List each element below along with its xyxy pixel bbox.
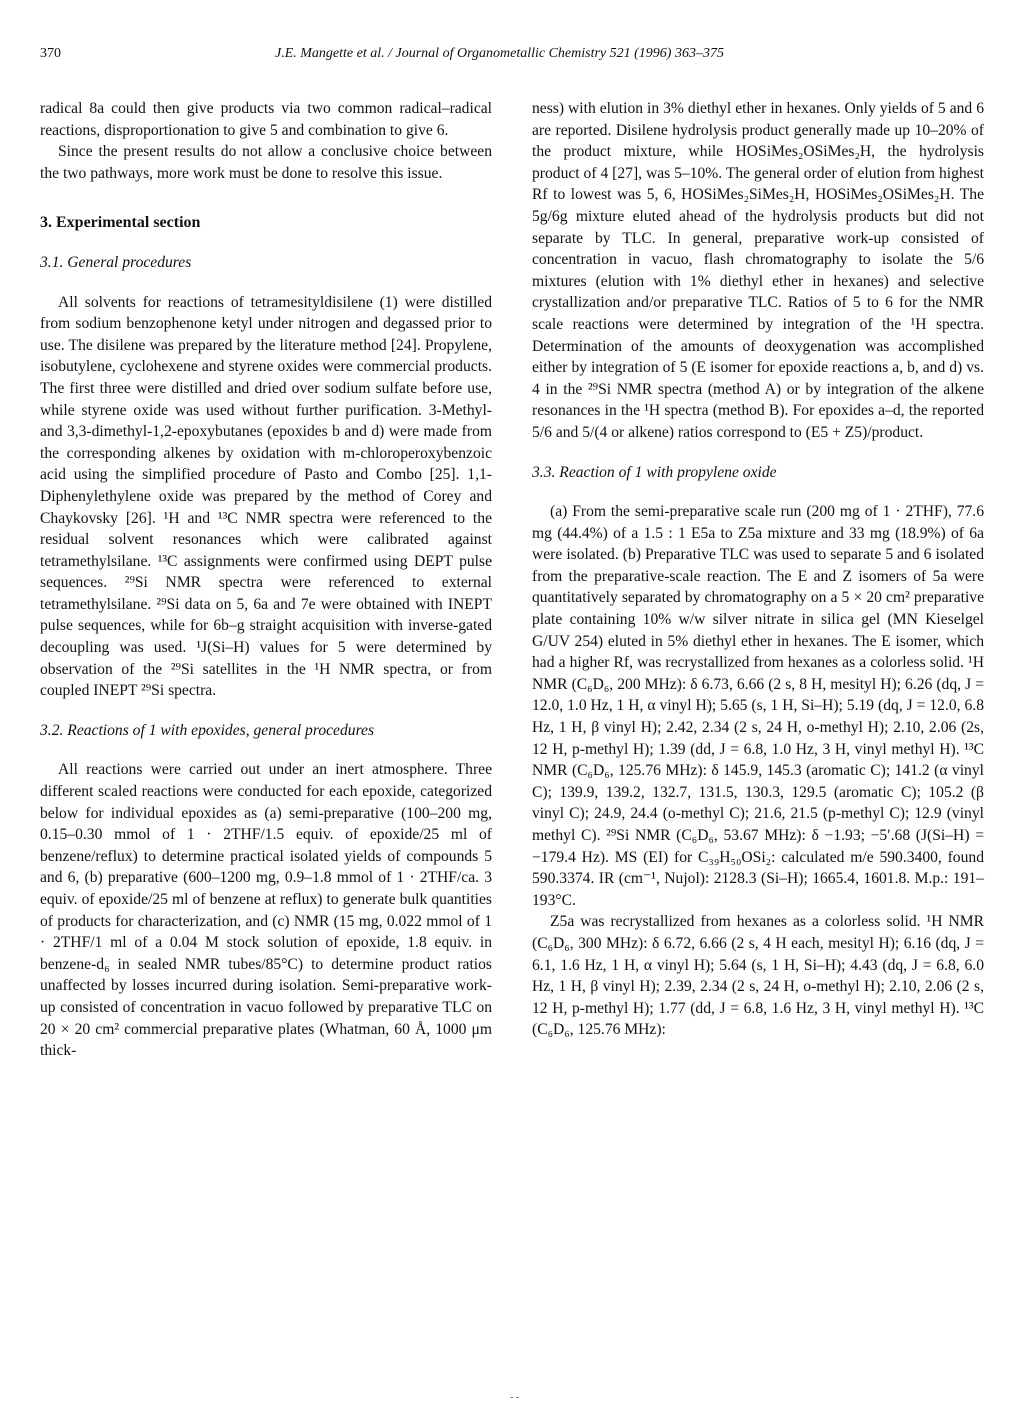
right-column [532,98,984,1041]
left-column [40,98,492,1062]
paragraph-intro-2: Since the present results do not allow a conclusive choice between the two pathways, more work must be done to resolve this issue. [40,143,492,182]
page-number: 370 [40,46,61,61]
section-heading-experimental: 3. Experimental section [40,214,201,232]
subsection-heading-general-procedures: 3.1. General procedures [40,253,192,271]
paragraph-general-procedures: All solvents for reactions of tetramesityldisilene (1) were distilled from sodium benzophenone ketyl under nitrogen and degassed prior to use. The disilene was prepared by the literature method [24]. Propylene, isobutylene, cyclohexene and styrene oxides were commercial products. The first three were distilled and dried over sodium sulfate before use, while styrene oxide was used without further purification. 3-Methyl- and 3,3-dimethyl-1,2-epoxybutanes (epoxides b and d) were made from the corresponding alkenes by oxidation with m-chloroperoxybenzoic acid using the simplified procedure of Pasto and Combo [25]. 1,1-Diphenylethylene oxide was prepared by the method of Corey and Chaykovsky [26]. ¹H and ¹³C NMR spectra were referenced to the residual solvent resonances which were calibrated against tetramethylsilane. ¹³C assignments were confirmed using DEPT pulse sequences. ²⁹Si NMR spectra were referenced to external tetramethylsilane. ²⁹Si data on 5, 6a and 7e were obtained with INEPT pulse sequences, while for 6b–g straight acquisition with inverse-gated decoupling was used. ¹J(Si–H) values for 5 were determined by observation of the ²⁹Si satellites in the ¹H NMR spectra, or from coupled INEPT ²⁹Si spectra. [40,293,492,700]
journal-reference: J.E. Mangette et al. / Journal of Organometallic Chemistry 521 (1996) 363–375 [275,46,724,61]
paragraph-intro-1: radical 8a could then give products via two common radical–radical reactions, disproportionation to give 5 and combination to give 6. [40,100,492,139]
paragraph-reactions-epoxides: All reactions were carried out under an inert atmosphere. Three different scaled reactions were conducted for each epoxide, categorized below for individual epoxides as (a) semi-preparative (100–200 mg, 0.15–0.30 mmol of 1 · 2THF/1.5 equiv. of epoxide/25 ml of benzene/reflux) to determine practical isolated yields of compounds 5 and 6, (b) preparative (600–1200 mg, 0.9–1.8 mmol of 1 · 2THF/ca. 3 equiv. of epoxide/25 ml of benzene at reflux) to generate bulk quantities of products for characterization, and (c) NMR (15 mg, 0.022 mmol of 1 · 2THF/1 ml of a 0.04 M stock solution of epoxide, 1.8 equiv. in benzene-d₆ in sealed NMR tubes/85°C) to determine product ratios unaffected by losses incurred during isolation. Semi-preparative work-up consisted of concentration in vacuo followed by preparative TLC on 20 × 20 cm² commercial preparative plates (Whatman, 60 Å, 1000 μm thick- [40,761,492,1060]
subsection-heading-reactions-epoxides: 3.2. Reactions of 1 with epoxides, general procedures [40,721,375,739]
footer-mark: - - [510,1392,520,1403]
running-header [40,46,984,70]
paragraph-z5a: Z5a was recrystallized from hexanes as a colorless solid. ¹H NMR (C₆D₆, 300 MHz): δ 6.72, 6.66 (2 s, 4 H each, mesityl H); 6.16 (dq, J = 6.1, 1.6 Hz, 1 H, α vinyl H); 5.64 (s, 1 H, Si–H); 4.43 (dq, J = 6.8, 6.0 Hz, 1 H, β vinyl H); 2.39, 2.34 (2 s, 24 H, o-methyl H); 2.10, 2.06 (2 s, 12 H, p-methyl H); 1.77 (dd, J = 6.8, 1.6 Hz, 3 H, vinyl methyl H). ¹³C (C₆D₆, 125.76 MHz): [532,913,984,1039]
paragraph-propylene-oxide: (a) From the semi-preparative scale run (200 mg of 1 · 2THF), 77.6 mg (44.4%) of a 1.5 : 1 E5a to Z5a mixture and 33 mg (18.9%) of 6a were isolated. (b) Preparative TLC was used to separate 5 and 6 isolated from the preparative-scale reaction. The E and Z isomers of 5a were quantitatively separated by chromatography on a 5 × 20 cm² preparative plate containing 10% w/w silver nitrate in silica gel (MN Kieselgel G/UV 254) eluted in 5% diethyl ether in hexanes. The E isomer, which had a higher Rf, was recrystallized from hexanes as a colorless solid. ¹H NMR (C₆D₆, 200 MHz): δ 6.73, 6.66 (2 s, 8 H, mesityl H); 6.26 (dq, J = 12.0, 1.0 Hz, 1 H, α vinyl H); 5.65 (s, 1 H, Si–H); 5.19 (dq, J = 12.0, 6.8 Hz, 1 H, β vinyl H); 2.42, 2.34 (2 s, 24 H, o-methyl H); 2.10, 2.06 (2s, 12 H, p-methyl H); 1.39 (dd, J = 6.8, 1.0 Hz, 3 H, vinyl methyl H). ¹³C NMR (C₆D₆, 125.76 MHz): δ 145.9, 145.3 (aromatic C); 141.2 (α vinyl C); 139.9, 139.2, 132.7, 131.5, 130.3, 129.5 (aromatic C); 105.2 (β vinyl C); 24.9, 24.4 (o-methyl C); 21.6, 21.5 (p-methyl C); 12.9 (vinyl methyl C). ²⁹Si NMR (C₆D₆, 53.67 MHz): δ −1.93; −5′.68 (J(Si–H) = −179.4 Hz). MS (EI) for C₃₉H₅₀OSi₂: calculated m/e 590.3400, found 590.3374. IR (cm⁻¹, Nujol): 2128.3 (Si–H); 1665.4, 1601.8. M.p.: 191–193°C. [532,503,984,909]
paragraph-continuation: ness) with elution in 3% diethyl ether in hexanes. Only yields of 5 and 6 are reported. Disilene hydrolysis product generally made up 10–20% of the product mixture, while HOSiMes₂OSiMes₂H, the hydrolysis product of 4 [27], was 5–10%. The general order of elution from highest Rf to lowest was 5, 6, HOSiMes₂SiMes₂H, HOSiMes₂OSiMes₂H. The 5g/6g mixture eluted ahead of the hydrolysis products but did not separate by TLC. In general, preparative work-up consisted of concentration in vacuo, flash chromatography to isolate the 5/6 mixtures (elution with 1% diethyl ether in hexanes) and selective crystallization and/or preparative TLC. Ratios of 5 to 6 for the NMR scale reactions were determined by integration of the ¹H spectra. Determination of the amounts of deoxygenation was accomplished either by integration of 5 (E isomer for epoxide reactions a, b, and d) vs. 4 in the ²⁹Si NMR spectra (method A) or by integration of the alkene resonances in the ¹H spectra (method B). For epoxides a–d, the reported 5/6 and 5/(4 or alkene) ratios correspond to (E5 + Z5)/product. [532,100,984,441]
subsection-heading-propylene-oxide: 3.3. Reaction of 1 with propylene oxide [532,463,777,481]
